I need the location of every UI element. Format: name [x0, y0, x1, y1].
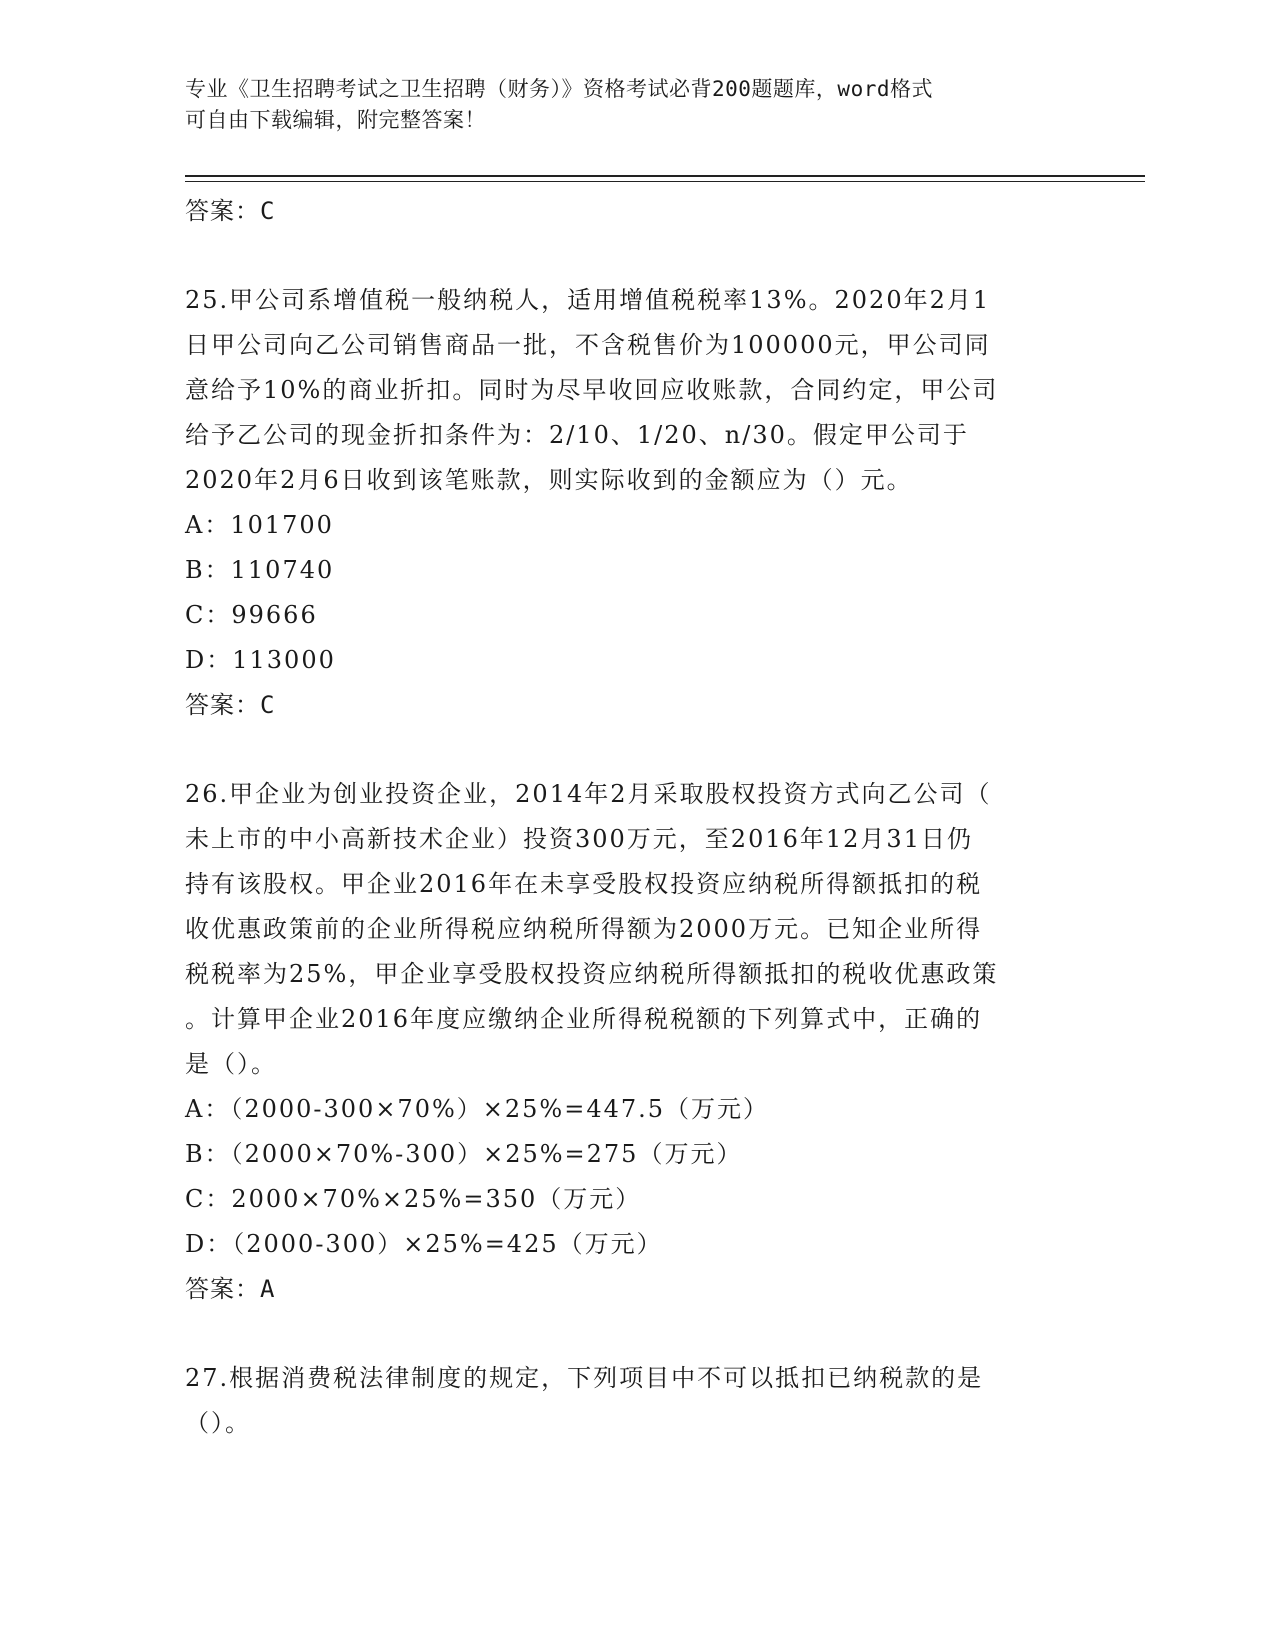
answer-line: 答案：C: [185, 691, 276, 719]
answer-line: 答案：A: [185, 1275, 276, 1303]
question-text-line: 。计算甲企业2016年度应缴纳企业所得税税额的下列算式中，正确的: [185, 1005, 983, 1033]
option-a: A：101700: [185, 511, 334, 539]
question-text-line: 25.甲公司系增值税一般纳税人，适用增值税税率13%。2020年2月1: [185, 286, 991, 314]
option-b: B：110740: [185, 556, 335, 584]
question-26: [185, 772, 1085, 1312]
option-c: C：99666: [185, 601, 318, 629]
question-text-line: 持有该股权。甲企业2016年在未享受股权投资应纳税所得额抵扣的税: [185, 870, 983, 898]
question-25: [185, 278, 1085, 728]
question-text-line: 未上市的中小高新技术企业）投资300万元，至2016年12月31日仍: [185, 825, 973, 853]
question-text-line: 收优惠政策前的企业所得税应纳税所得额为2000万元。已知企业所得: [185, 915, 983, 943]
option-d: D：113000: [185, 646, 336, 674]
question-text-line: 日甲公司向乙公司销售商品一批，不含税售价为100000元，甲公司同: [185, 331, 991, 359]
option-c: C：2000×70%×25%=350（万元）: [185, 1185, 642, 1213]
previous-answer: 答案：C: [185, 197, 276, 225]
question-text-line: 26.甲企业为创业投资企业，2014年2月采取股权投资方式向乙公司（: [185, 780, 992, 808]
question-27: [185, 1356, 1085, 1446]
question-text-line: 是（）。: [185, 1050, 277, 1078]
option-a: A：（2000-300×70%）×25%=447.5（万元）: [185, 1095, 770, 1123]
spacer: [185, 1312, 1085, 1356]
question-text-line: 税税率为25%，甲企业享受股权投资应纳税所得额抵扣的税收优惠政策: [185, 960, 999, 988]
header-divider-thin: [185, 181, 1145, 182]
question-text-line: 意给予10%的商业折扣。同时为尽早收回应收账款，合同约定，甲公司: [185, 376, 999, 404]
option-d: D：（2000-300）×25%=425（万元）: [185, 1230, 663, 1258]
header-divider-thick: [185, 175, 1145, 177]
document-header: [185, 74, 1065, 136]
question-text-line: 2020年2月6日收到该笔账款，则实际收到的金额应为（）元。: [185, 466, 913, 494]
option-b: B：（2000×70%-300）×25%=275（万元）: [185, 1140, 743, 1168]
spacer: [185, 728, 1085, 772]
header-title-line-2: 可自由下载编辑，附完整答案！: [185, 108, 486, 132]
question-text-line: 给予乙公司的现金折扣条件为：2/10、1/20、n/30。假定甲公司于: [185, 421, 969, 449]
header-title-line-1: 专业《卫生招聘考试之卫生招聘（财务）》资格考试必背200题题库，word格式: [185, 77, 933, 101]
question-text-line: （）。: [185, 1409, 251, 1437]
question-text-line: 27.根据消费税法律制度的规定，下列项目中不可以抵扣已纳税款的是: [185, 1364, 984, 1392]
document-body: [185, 189, 1085, 1446]
spacer: [185, 234, 1085, 278]
